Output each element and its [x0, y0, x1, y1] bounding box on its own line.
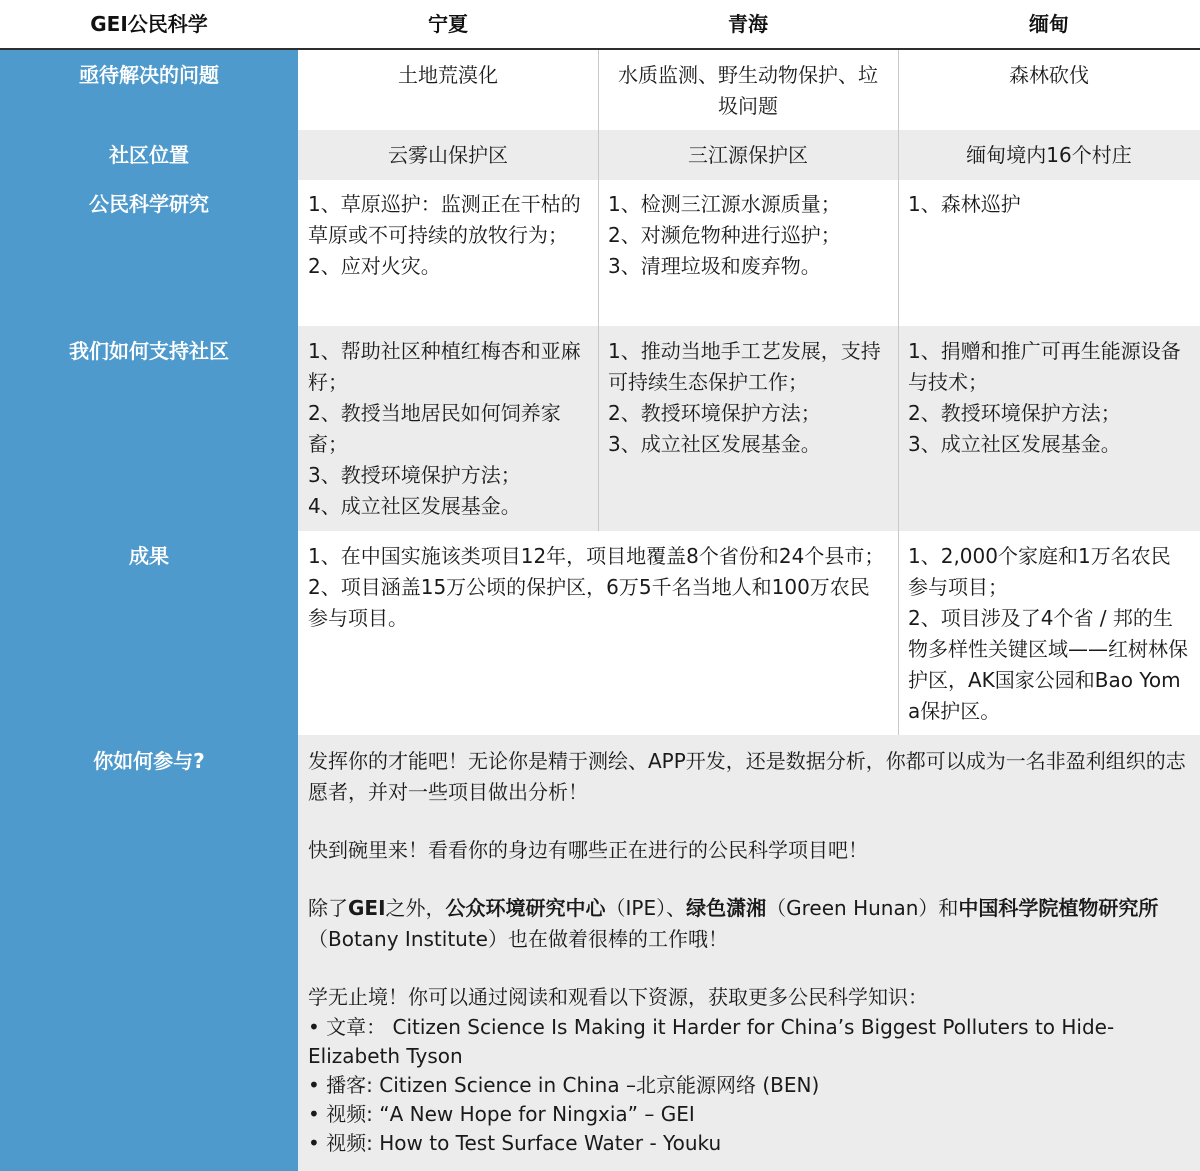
text-segment: 除了 — [308, 896, 348, 920]
org-green-hunan: 绿色潇湘 — [686, 896, 767, 920]
list-item: 3、教授环境保护方法； — [308, 463, 521, 487]
list-item: 1、2,000个家庭和1万名农民参与项目； — [908, 544, 1171, 599]
cell-results-china — [298, 541, 898, 634]
row-label-research: 公民科学研究 — [89, 192, 209, 216]
header-ningxia: 宁夏 — [428, 12, 468, 36]
cell-problem-myanmar: 森林砍伐 — [1009, 63, 1089, 87]
cell-location-myanmar: 缅甸境内16个村庄 — [966, 143, 1132, 167]
cell-support-ningxia — [298, 336, 598, 522]
list-item: 1、森林巡护 — [908, 192, 1021, 216]
cell-support-myanmar — [898, 336, 1200, 460]
org-botany-institute: 中国科学院植物研究所 — [958, 896, 1159, 920]
cell-results-myanmar — [898, 541, 1200, 727]
resource-podcast-link[interactable]: • 播客: Citizen Science in China –北京能源网络 (BEN) — [308, 1073, 820, 1097]
text-segment: （IPE）、 — [605, 896, 687, 920]
cell-research-myanmar — [898, 189, 1200, 220]
text-segment: （Green Hunan）和 — [766, 896, 959, 920]
list-item: 1、捐赠和推广可再生能源设备与技术； — [908, 339, 1181, 394]
text-segment: （Botany Institute）也在做着很棒的工作哦！ — [308, 927, 728, 951]
list-item: 1、在中国实施该类项目12年，项目地覆盖8个省份和24个县市； — [308, 544, 885, 568]
list-item: 3、成立社区发展基金。 — [608, 432, 821, 456]
list-item: 2、教授当地居民如何饲养家畜； — [308, 401, 561, 456]
resource-video-link[interactable]: • 视频: “A New Hope for Ningxia” – GEI — [308, 1102, 695, 1126]
row-label-engage: 你如何参与? — [93, 749, 205, 773]
org-ipe: 公众环境研究中心 — [445, 896, 606, 920]
header-qinghai: 青海 — [728, 12, 768, 36]
list-item: 4、成立社区发展基金。 — [308, 494, 521, 518]
list-item: 1、草原巡护：监测正在干枯的草原或不可持续的放牧行为； — [308, 192, 581, 247]
list-item: 2、对濒危物种进行巡护； — [608, 223, 841, 247]
list-item: 1、帮助社区种植红梅杏和亚麻籽； — [308, 339, 581, 394]
cell-location-qinghai: 三江源保护区 — [688, 143, 808, 167]
row-label-problem: 亟待解决的问题 — [79, 63, 219, 87]
header-gei: GEI公民科学 — [90, 12, 208, 36]
cell-research-qinghai — [598, 189, 898, 282]
resource-video-link[interactable]: • 视频: How to Test Surface Water - Youku — [308, 1131, 722, 1155]
row-label-results: 成果 — [129, 544, 169, 568]
row-label-location: 社区位置 — [109, 143, 189, 167]
row-label-support: 我们如何支持社区 — [69, 339, 229, 363]
engage-organizations-paragraph — [308, 893, 1190, 955]
list-item: 2、应对火灾。 — [308, 254, 441, 278]
list-item: 1、检测三江源水源质量； — [608, 192, 841, 216]
list-item: 2、项目涵盖15万公顷的保护区，6万5千名当地人和100万农民参与项目。 — [308, 575, 870, 630]
table-header — [0, 0, 1200, 50]
cell-support-qinghai — [598, 336, 898, 460]
cell-location-ningxia: 云雾山保护区 — [388, 143, 508, 167]
cell-problem-ningxia: 土地荒漠化 — [398, 63, 498, 87]
resource-article-link[interactable]: • 文章： Citizen Science Is Making it Harder for China’s Biggest Polluters to Hide- Elizabeth Tyson — [308, 1015, 1115, 1068]
cell-engage — [298, 735, 1200, 1171]
list-item: 1、推动当地手工艺发展，支持可持续生态保护工作； — [608, 339, 881, 394]
org-gei: GEI — [348, 896, 386, 920]
list-item: 2、项目涉及了4个省 / 邦的生物多样性关键区域——红树林保护区，AK国家公园和Bao Yoma保护区。 — [908, 606, 1188, 723]
engage-resources-intro: 学无止境！你可以通过阅读和观看以下资源，获取更多公民科学知识： — [308, 985, 928, 1009]
list-item: 3、清理垃圾和废弃物。 — [608, 254, 821, 278]
engage-paragraph: 快到碗里来！看看你的身边有哪些正在进行的公民科学项目吧！ — [308, 838, 868, 862]
engage-paragraph: 发挥你的才能吧！无论你是精于测绘、APP开发，还是数据分析，你都可以成为一名非盈利组织的志愿者，并对一些项目做出分析！ — [308, 749, 1186, 804]
list-item: 2、教授环境保护方法； — [608, 401, 821, 425]
cell-research-ningxia — [298, 189, 598, 282]
list-item: 3、成立社区发展基金。 — [908, 432, 1121, 456]
header-myanmar: 缅甸 — [1029, 12, 1069, 36]
cell-problem-qinghai: 水质监测、野生动物保护、垃圾问题 — [618, 63, 878, 118]
list-item: 2、教授环境保护方法； — [908, 401, 1121, 425]
text-segment: 之外， — [385, 896, 446, 920]
